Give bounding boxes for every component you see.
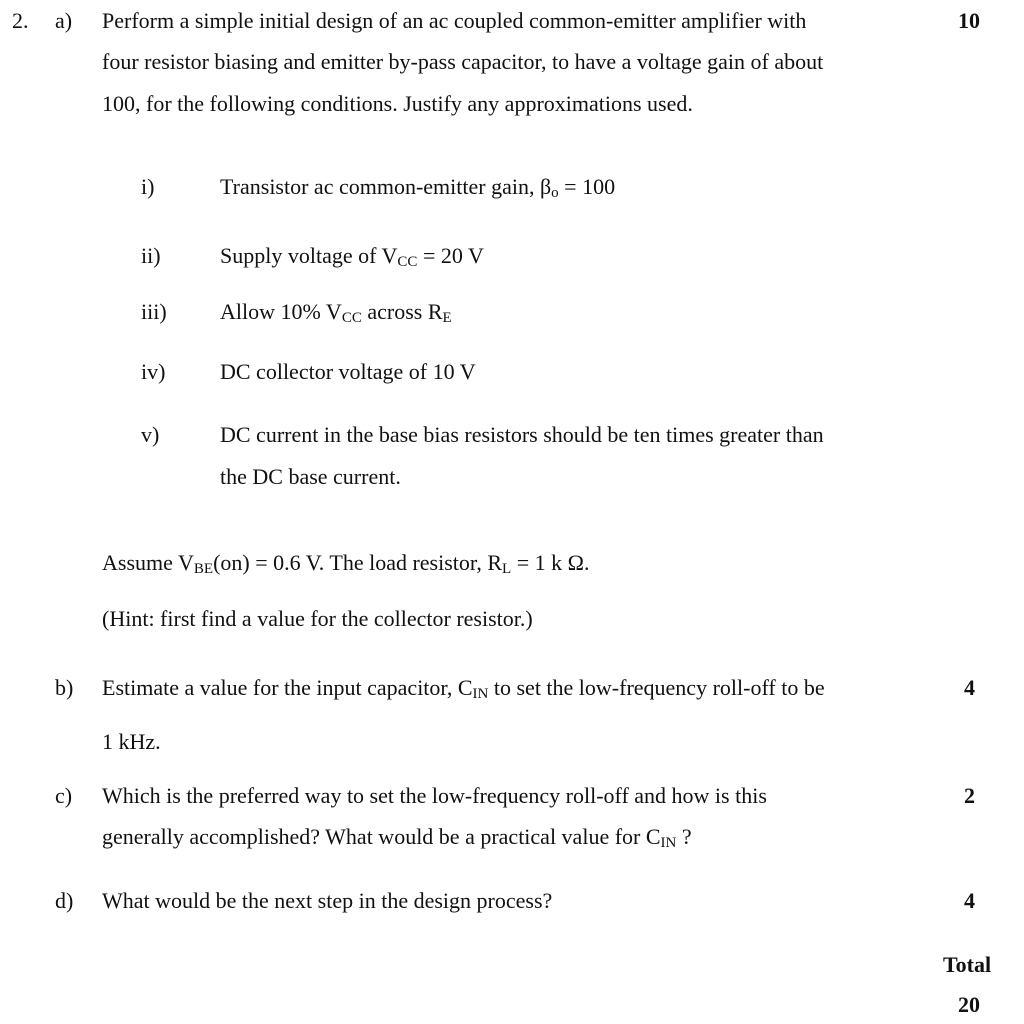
condition-ii-label: ii) <box>141 243 161 268</box>
condition-ii-text: Supply voltage of $V_{CC} = 20$ V <box>220 243 484 270</box>
condition-iv-label: iv) <box>141 359 166 384</box>
condition-iii-text: Allow 10% $V_{CC}$ across $R_E$ <box>220 299 452 326</box>
condition-i-text: Transistor ac common-emitter gain, $\beta_o = 100$ <box>220 174 616 201</box>
part-c-line-2: generally accomplished? What would be a practical value for $C_{IN}$ ? <box>102 824 692 851</box>
condition-i-label: i) <box>141 174 155 199</box>
condition-iv-text: DC collector voltage of 10 V <box>220 359 476 384</box>
part-d-marks: 4 <box>964 888 975 913</box>
part-a-label: a) <box>55 8 73 33</box>
part-b-marks: 4 <box>964 675 975 700</box>
condition-v-line-1: DC current in the base bias resistors should be ten times greater than <box>220 422 824 447</box>
condition-v-label: v) <box>141 422 160 447</box>
part-c-label: c) <box>55 783 73 808</box>
part-c-line-1: Which is the preferred way to set the low-frequency roll-off and how is this <box>102 783 767 808</box>
total-marks: 20 <box>958 992 980 1017</box>
condition-v-line-2: the DC base current. <box>220 464 401 489</box>
part-b-label: b) <box>55 675 74 700</box>
part-d-label: d) <box>55 888 74 913</box>
part-b-line-1: Estimate a value for the input capacitor, $C_{IN}$ to set the low-frequency roll-off to be <box>102 675 825 702</box>
part-d-line-1: What would be the next step in the design process? <box>102 888 553 913</box>
part-a-line-2: four resistor biasing and emitter by-pass capacitor, to have a voltage gain of about <box>102 49 824 74</box>
condition-iii-label: iii) <box>141 299 167 324</box>
assumption-text: Assume $V_{BE}(on) = 0.6$ V. The load resistor, $R_L = 1$ k Ω. <box>102 550 590 577</box>
part-a-line-3: 100, for the following conditions. Justify any approximations used. <box>102 91 693 116</box>
hint-text: (Hint: first find a value for the collector resistor.) <box>102 606 533 631</box>
part-a-marks: 10 <box>958 8 980 33</box>
question-number: 2. <box>12 8 29 33</box>
part-b-line-2: 1 kHz. <box>102 729 161 754</box>
part-c-marks: 2 <box>964 783 975 808</box>
part-a-line-1: Perform a simple initial design of an ac coupled common-emitter amplifier with <box>102 8 807 33</box>
total-label: Total <box>943 952 992 977</box>
